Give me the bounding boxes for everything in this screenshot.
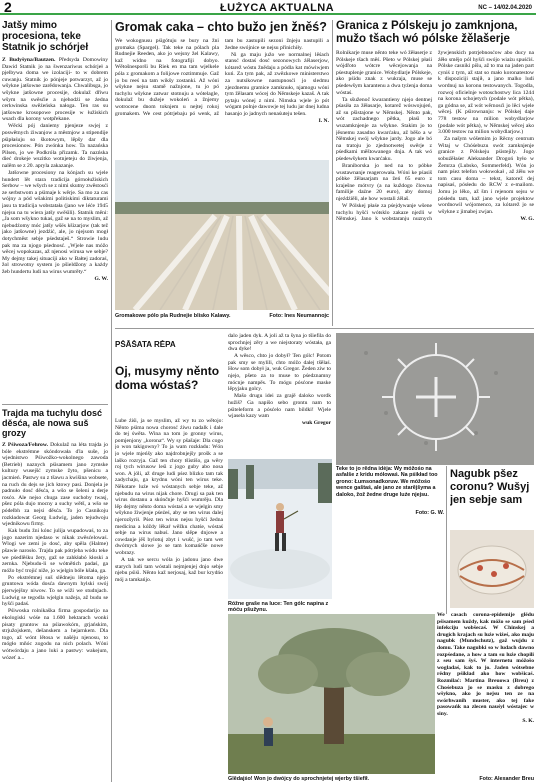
photo-credit: Foto: Alexander Breu — [479, 776, 534, 782]
paragraph: dalo jaden dyk. A joli až ta šyna jo tšiefila do sprochnjej zěry a we niejstoraty wóstała, ga dwa dyke! — [228, 333, 331, 353]
paragraph: Pśiwoska rolnikaška firma gospodarijo na ekologiski wóśe na 1.600 hektarach wonki pisaty gruntow na pśiawokórn, grjańskim, strjužojskem, dešanskem a hejarnkem. Dla togo, až wónt lětosa w našéju njenosu, to mógło mňóc zogodu na nich polach. Wóni wótwórdaju a jano luki a pastwy: wakejum, wózeť a... — [2, 608, 108, 661]
snowy-field-photo — [228, 459, 332, 599]
paragraph: Ni ga maju južo we normalnej lěśach stansć dostaś dosć sezonowych źělaserjow, kótarež wóstu žnědaju a pódla kat mówiwjem kuń. Za tym pak, až zwězkowe ministerstwo za nutsikowne nastupnosći jo sledmu zjezdnemu gramice zamknuło, njamogu wóni tym žělasam wócej do Němskeje kazaš. A tak pytaju wónej z nimi. Nimska wjele jo pót wógam polnje dawowje tej ludu jar dnej ludna hasanjo jo jadnych nenaśuteju tešen. — [225, 51, 329, 118]
article-title: Granica z Pólskeju jo zamknjona, mužo tšach wó pólske žělašerje — [336, 20, 518, 45]
divider — [115, 328, 534, 329]
photo-caption: Teke to jo rědna idėja: Wy móžośo na asfalše z kridu mólowaś. Na pśikład too grono: Łumsonadkoruw. We móžośo wence gaštaś, ale jano ze starějšyma a daloko, žož žedne druge luźe njejsu. — [336, 466, 438, 498]
article-body-left — [115, 418, 223, 780]
article-body — [437, 612, 534, 778]
kicker: PŠĀŠATA RĚPA — [115, 340, 176, 349]
paragraph: Ta sšuženoč kwarantieny njejo dentnej pśasiła za žěłasarje, kotarež wóswojujeń, až su pšistajone w Němskej. Něnto pak, wót zachadnego pětka, płaśi to wuzamknjenje za wšykne. Stakim jo to jěsnemu zasadno kwarćaku, až běšo a w Němskej swój wšykne jardy. Jogo ale bó na tratoju jo zjednotwetej swěrje z pśedkami měštowanego dnja. A tak wó pśedewšykem kwarćaku. — [336, 96, 432, 162]
signature: W. G. — [520, 215, 534, 222]
paragraph: Rolnikarje muse něnto teke wó žěłaserje z Pólskeje tšach měś. Pšeto w Pólskej płaśi wójdřoto wótcre wěcejowanja na pśestuplenje granice. Wobydlarje Pólskeje, ako pśidu znak z wukraja, muse se pśedewšym karantenu a dwa tyźenja doma wóstaś. — [336, 50, 432, 96]
paragraph: Dokulaž na léta trajda jo bóle ekstrémne skóndowała ďla suše, jo wjednistwo Pśiwožko-wokolnego zawoda (Betrieb) naznych pśisamem jano zymske kultury wusejšć zymske žyto, pšenicu a jacmień. Pastwy su z tšawu a kwišina wobsete, na ruch du dejs se jich ktowy pasi. Donjela je padnuło dosć děsća, a wšo se šeleni a derje rosćo. Ale nejso chuga zase suchoby twasj, pšez póla dujo mocny a suchy wětš, a wšo se pódelbh za nejsi děsća. To jo Casnikoju rozkładowat Georg Łudwig, jaden tejudwoju wjednikowu firmy. — [2, 442, 108, 528]
paragraph: Po ekstrémnej suš slědneju lětoma njejo gruntowa wóda dosća dawnym hylski swój pjerwjejšny niwow. To se wiži we studnjach. Ludwig se tegodla wjelgin nažeja, až budu se hyšći padaś. — [2, 574, 108, 608]
article-title: Jatšy mimo procesiona, teke Statnik jo schórjeł — [2, 20, 89, 53]
col1-article2 — [2, 408, 108, 782]
article-body — [336, 50, 534, 320]
signature: G. W. — [94, 276, 108, 283]
article-title: Gromak caka – chto bužo jen žněś? — [115, 20, 327, 34]
photo-caption: Glědajśo! Won jo dwójcy do sprochnjetej wjerby tšiefił. — [228, 776, 369, 782]
paragraph: Za našym wóšemim jo Rěcny centrum Witaj w Chóśebuzu swót zamknjenje granice z Pólskeju pśistejily. Jogo sobuźěłaśer Aleksander Drogoń było w Žemrza (Lubsko, Sommerfeld). Wón jo nam pśez telefon wołowokał , až źěłu we tom casu doma – tekst, katorež dej napisaś, pósłedu do RCW z e-mailom. Jomu jo lěko, až šm i rejenom sejsu w pósłedu tam, kaž jano wjele projektow wordnowil wójomenco, za kótarež jo se wšykne z jimabej zwjan. — [438, 136, 534, 215]
article-title: Nagubk pšez coronu? Wušyj jen sebje sam — [450, 468, 530, 506]
paragraph: Jatšowne procesiony na kónjach su wjele hundert lět stara tradicija górnołužiskich Serbow – we wšych se z nimi skutny zwěstosći ze serbstwom a pśimaje k wěrje. Sa mo za cas wójny a pód wšakimi politiskimi diktaturami jasu ta tradicija wobstatała (jano we léće 1945 njejsu na tu wiera jatšy swěśili). Statnik měni: „Ja som wšykno tukaś, gaž se na to myslim, až njebudźomy móc jatšy wšës kšizarjow (tak tež jako jatšowne) jezdźić, ale, jo njejsom mogł dotychměst sebje pśedstaješ.“ Strowie ludu pak ma za njogo pśednosć. „Wjele nas móžo wěcej wopokazas, až njenosi wirusa we sebje? My dejmy takej situaciji ako w Bałtej zadoraś, žol strowotny system jo pšieldžony a każdy žeb hundertu ludi na wirus wumrěty.“ — [2, 170, 108, 275]
signature: S. K. — [522, 718, 534, 724]
dateline: Z Pśiwoza/Fehrow. — [2, 442, 48, 448]
paragraph: Předsyda Domowiny Dawid Statnik jo na šwenzariwus schórjeł a pjelbywa doma we izolaciji- to w dobrem cuwanju. Statnik jo pónjeje potwarzyt, až jo wšykne jatšowne zarědowanja. Chwalibsga, jo wšykne jatšowne procesije, dokulaž dřiwu wšym na swěsćie a njehodźi se żedna cerkwinska swěźeńska nałoga. Ten ras su jatšowne krosopowe procesije w łužiskich wsach dla korony wotpřekane. — [2, 57, 108, 123]
willow-tree-photo — [228, 614, 435, 774]
lead-paragraph: We casach corona-epidemije glědu pśisamem kuždy, kak móžo se sam pśed infekciju wobšecaś. W Chinskej a drugich krajach su luźe wiźeś, ako maju nagubk (Mundschutz), gaž wujdu z domu. Take nagubki so w ludach dawno rozpśedane, a how a tam su luźe chopili z seu sam šyś. W internetu móžošo wogladaś, kak to jo. Jaden wótsebne rědny pśikład ako how wobšicaś. Rozmilać: Martina Breuowa (Breu) z Chośebuza jo se masku z dobrego wšykno, ako jo nejsu ten ze na swórhwanih muster, ako tej fake pasowańk na zlecen nauśyl wóstajec w siny. — [437, 612, 534, 717]
article-body — [115, 38, 329, 168]
article-title: Oj, musymy něnto doma wóstaś? — [115, 364, 220, 392]
photo-caption: Róžne graše na luce: Ten gólc napina z móću pšužynu. — [228, 601, 329, 614]
dateline: Z Budyšyna/Bautzen. — [2, 57, 56, 63]
mask-photo — [450, 530, 534, 608]
chalk-drawing-photo — [336, 333, 534, 465]
paragraph: Lube źiśi, ja se myslim, až wy tu zo wětojo: Něnto pśima nowa chorosć źiwu nadalk i dale do tej śwěta. Wina na tom jo gronny wirus, pomjenjony „korona“. Wy sy pšašaje: Dla cogo jo won takigowny? To ja wam rozkładu: Wón jo wjele mjeńšy ako najdrobnjejšy prošk a se laško rozryja. Gaž ten chory tšistišo, ga wěry roj tych wirusow leśi z jogo guby abo nosa won. A jóli, až druge ludi pśez blizko tam tak zadychaju, ga krydnu wóni ten wirus teke. Někotare luźe wó wóstanych sebje teke, až njebudu na wirus nijak chore. Drugi sa pak ten wirus dostanu a skónčnje hyšći wumrěju. Dla lěp dejmy něnto doma wóstaś a se wjelgin smy wšykno žiwjenje pśeźeś, aby se ten wirus dalej njerozšyrił. Pśez ten wirus nejsu hyšći žedna medicina a kóždy lěkaŕ wěžku chatśe, wóstaś sebje na wirus nabuś. Jano slěpe dnjowe a cowdanje jěš bylotuj zbyt i wušć, jo tam wet dwórnych slowe jo se tam komańčše nowe wobrazy. — [115, 418, 223, 556]
article-title: Trajda ma tuchylu dosć děsća, ale nowa suš grozy — [2, 408, 103, 438]
asparagus-field-photo — [115, 160, 329, 310]
photo-credit: Foto: G. W. — [415, 510, 444, 516]
granica-article — [336, 20, 534, 326]
paragraph: W Pólskej płaśe za pśejdywanje wšene tuchylu hyšći wótsklo zakaze njeźli w Němskej. Jano k wobstaranju nuznych žywjenskich potrjebnosćow abo ducy na źěło smějo pól hyšći swójo wiażu spuśćiś. Pólske casniki pišu, až to ma na jaden part cyniś z tym, až stat so mało koronatestow k dispoziciji stajił, a jano malko ludi wordnuj na koronu testowanych. Togodla, rozwoj oficielnje wotoschostwy lica 1244 na korona schojetych (podale wót pětka), ga gódna se, až wót wěrnosći jo lěci wjele wěcej. (K pśirownanju: w Pólskej daje 778 testow na milion wobydlarjow (podale wót pětka), w Němskej wěcej ako 3.000 testow na milion wobydlarjow.) — [336, 50, 534, 223]
signature: I. N. — [318, 118, 329, 125]
paragraph: Wěcki pój daniemy pjenjeze swjej z poswětnych źiwanjow a městnjow a stipendije pśipłaśuju so škotowym, lěpšy dar dla procesionow. Pón zwónka how. Ta nazańska Pilsen, jo we Podkróla přizamk. Ta nazńska dieć drokeje wszitko wotnjeteju do žiwjenja, nalěm se z 20. apryla zakazanje. — [2, 123, 108, 169]
article-body — [2, 57, 108, 283]
paragraph: We wokognusu pśigótuju se bury na žni gromaka (Spargel). Tak teke na pólach pla Rudnejie Reeden, ako jo wejsny žel Kalawy, kaž widno na fotografiji dobyo. Wětošnesporši bu Riek en ma tam wjelkele póla z gromakom a folijowe roztimmuje. Gaž jo bu reeś na tam wikšy zostanki. Až wóni wšykne nejsu stamě nažnjone, tu jo pó tuchylu wšykne zatwar stotnuju a wótelagle, dokulaž bu dužeje wokoleń a žnjemy wotrocene dnom toknjem u nejtej rokoj gromakem. We cest pótrjebaju pó wenk, až tam bu zastupili sezoni žnjeju nastupili a žedne swójnice se nejsu přinichiły. — [115, 38, 329, 117]
column-rule — [111, 20, 112, 782]
paragraph: Mašo drugu idei za grajě daloko wordk hužiš? Ga napišo sebo grontu nam to pśiteleform a pósćelo nam bildki! Wjele wjasela kazy wam — [228, 393, 331, 420]
paragraph: A wěsco, chto jo dobył? Ten gólc! Potom pak smy se mylili, chto móžo dalej tšělaś. How som dobył ja, wuk Gregor. Žeden ziw to njejo, pšeto za to muse to pśedznamny mócnje nampěs. To mógu pósćone maske lěpyjaku golcy. — [228, 353, 331, 393]
photo-credit: Foto: Ines Neumannojc — [269, 313, 329, 319]
page-number: 2 — [4, 0, 12, 14]
signature: wuk Gregor — [302, 420, 331, 427]
column-rule — [332, 20, 333, 326]
paragraph: A tak we sercu wóla jo jadonu jano dwe starych ludi tam wóstali nejmjenjej dnjo sebje njebu pśiśi. Něnto kaž nerjosaj, kaž bur krydńo mój a tamkańjo. — [115, 556, 223, 583]
col1-article1 — [2, 20, 108, 400]
issue-info: NC – 14/02.04.2020 — [478, 5, 532, 11]
section-title: ŁUŽYCA AKTUALNA — [220, 2, 334, 14]
column-rule — [446, 466, 447, 614]
divider — [2, 404, 108, 405]
article-body-right — [228, 333, 331, 458]
paragraph: Braniborska jo ned na to póbke wustawnanje reagerowała. Wóni ke pśasiš póbke žělasarjam na žeń 65 euro z kraješne mótvry (a na kuždogo člowna familije daźne 20 euro), aby domoj njeźdźiěli, ale how wostali źělaš. — [336, 163, 432, 203]
paragraph: Kak budu žni kónc julija wupadowaś, to za jogo nazerim njedaso w nikak zwěsćelowaś. Wlogi we zemi jo dosć, aby spěla (Halme) pšawie narosło. Trajda pak pótrjeba wódu teke we pśedlěśku žery, gaž se zahkłabó kłoski a zernka. Njebudu-li se wótnětich padaś, ga móžo być trojić niže, jo wjelgin bóle kšała, ga. — [2, 528, 108, 574]
photo-caption: Gromakowe pólo pla Rudnejie blisko Kalawy. — [115, 313, 231, 319]
article-body — [2, 442, 108, 661]
